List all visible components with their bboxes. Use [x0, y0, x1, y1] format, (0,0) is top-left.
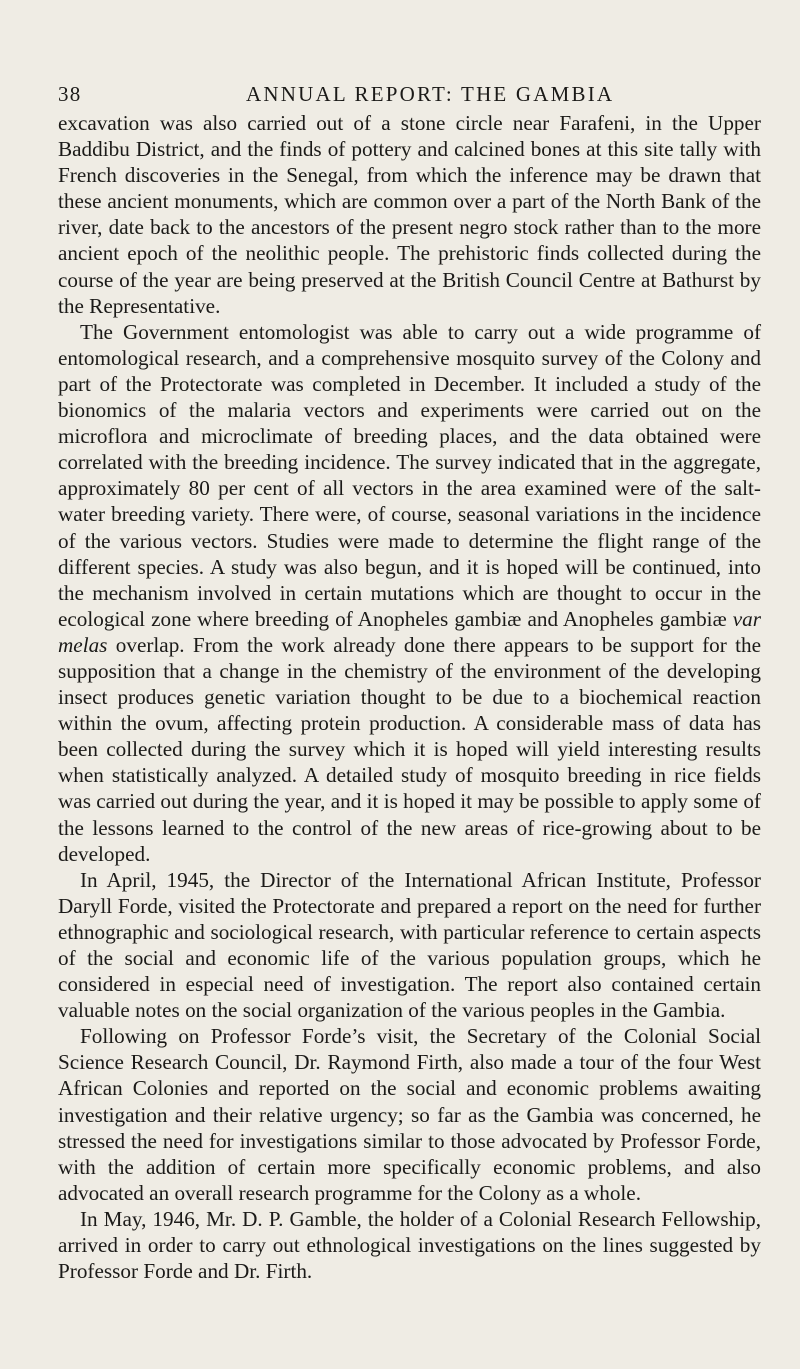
running-title: ANNUAL REPORT: THE GAMBIA: [246, 82, 615, 106]
paragraph-forde-visit: In April, 1945, the Director of the International African Institute, Professor Daryll Forde, visited the Protectorate and prepared a report on the need for further ethnographic and sociological research, with particular reference to certain aspects of the social and economic life of the various population groups, which he considered in especial need of investigation. The report also contained certain valuable notes on the social organization of the various peoples in the Gambia.: [58, 867, 761, 1023]
body-text: [58, 110, 761, 1284]
paragraph-firth-tour: Following on Professor Forde’s visit, the Secretary of the Colonial Social Science Research Council, Dr. Raymond Firth, also made a tour of the four West African Colonies and reported on the social and economic problems awaiting investigation and their relative urgency; so far as the Gambia was concerned, he stressed the need for investigations similar to those advocated by Professor Forde, with the addition of certain more specifically economic problems, and also advocated an overall research programme for the Colony as a whole.: [58, 1024, 761, 1205]
page-header: [58, 82, 758, 112]
paragraph-entomology: [58, 319, 761, 867]
paragraph-stone-circle: excavation was also carried out of a stone circle near Farafeni, in the Upper Baddibu District, and the finds of pottery and calcined bones at this site tally with French discoveries in the Senegal, from which the inference may be drawn that these ancient monuments, which are common over a part of the North Bank of the river, date back to the ancestors of the present negro stock rather than to the more ancient epoch of the neolithic people. The prehistoric finds collected during the course of the year are being preserved at the British Council Centre at Bathurst by the Representative.: [58, 111, 761, 318]
paragraph-gamble-fellowship: In May, 1946, Mr. D. P. Gamble, the holder of a Colonial Research Fellowship, arrived in order to carry out ethnological investigations on the lines suggested by Professor Forde and Dr. Firth.: [58, 1206, 761, 1284]
paragraph-entomology-part-b: overlap. From the work already done there appears to be support for the supposition that a change in the chemistry of the environment of the developing insect produces genetic variation thought to be due to a biochemical reaction within the ovum, affecting protein production. A considerable mass of data has been collected during the survey which it is hoped will yield interesting results when statistically analyzed. A detailed study of mosquito breeding in rice fields was carried out during the year, and it is hoped it may be possible to apply some of the lessons learned to the control of the new areas of rice-growing about to be developed.: [58, 632, 761, 866]
page-number: 38: [58, 82, 82, 106]
paragraph-entomology-part-a: The Government entomologist was able to carry out a wide programme of entomological research, and a comprehensive mosquito survey of the Colony and part of the Protectorate was completed in December. It included a study of the bionomics of the malaria vectors and experiments were carried out on the microflora and microclimate of breeding places, and the data obtained were correlated with the breeding incidence. The survey indicated that in the aggregate, approximately 80 per cent of all vectors in the area examined were of the salt-water breeding variety. There were, of course, seasonal variations in the incidence of the various vectors. Studies were made to determine the flight range of the different species. A study was also begun, and it is hoped will be continued, into the mechanism involved in certain mutations which are thought to occur in the ecological zone where breeding of Anopheles gambiæ and Anopheles gambiæ: [58, 319, 761, 631]
paragraph-entomology-italic: var melas: [58, 606, 761, 657]
